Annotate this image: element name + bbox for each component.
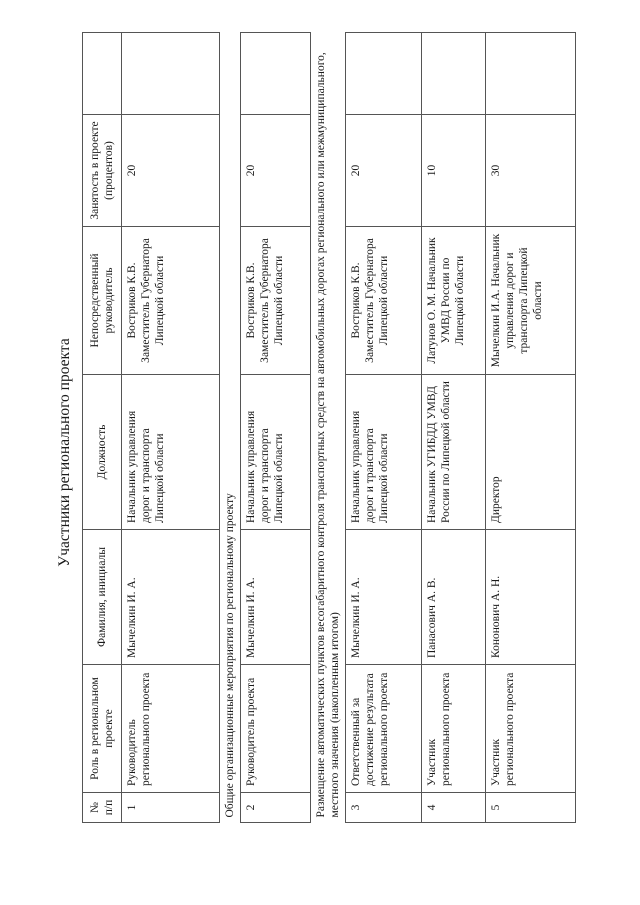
row-num: 4	[422, 793, 486, 823]
section-title: Общие организационные мероприятия по региональному проекту	[220, 33, 241, 823]
row-empty	[486, 33, 576, 115]
row-name: Мычелкин И. А.	[241, 530, 311, 665]
row-supervisor: Востриков К.В. Заместитель Губернатора Липецкой области	[122, 227, 220, 375]
row-name: Мычелкин И. А.	[346, 530, 422, 665]
row-load: 20	[241, 115, 311, 227]
header-position: Должность	[83, 375, 122, 530]
section-title: Размещение автоматических пунктов весогабаритного контроля транспортных средств на автомобильных дорогах регионального или межмуниципального, местного значения (накопленным итогом)	[311, 33, 346, 823]
table-row	[346, 33, 422, 823]
row-position: Директор	[486, 375, 576, 530]
table-row	[422, 33, 486, 823]
row-position: Начальник УГИБДД УМВД России по Липецкой области	[422, 375, 486, 530]
row-num: 1	[122, 793, 220, 823]
header-name: Фамилия, инициалы	[83, 530, 122, 665]
row-supervisor: Востриков К.В. Заместитель Губернатора Липецкой области	[346, 227, 422, 375]
row-name: Панасович А. В.	[422, 530, 486, 665]
page-title: Участники регионального проекта	[56, 338, 73, 567]
row-role: Ответственный за достижение результата регионального проекта	[346, 665, 422, 793]
row-load: 20	[122, 115, 220, 227]
row-empty	[122, 33, 220, 115]
header-supervisor: Непосредственный руководитель	[83, 227, 122, 375]
table-row	[122, 33, 220, 823]
row-role: Участник регионального проекта	[486, 665, 576, 793]
row-num: 5	[486, 793, 576, 823]
row-name: Мычелкин И. А.	[122, 530, 220, 665]
participants-table	[82, 32, 576, 823]
row-num: 3	[346, 793, 422, 823]
table-row	[241, 33, 311, 823]
row-supervisor: Мычелкин И.А. Начальник управления дорог и транспорта Липецкой области	[486, 227, 576, 375]
row-load: 20	[346, 115, 422, 227]
section-row	[311, 33, 346, 823]
row-position: Начальник управления дорог и транспорта Липецкой области	[346, 375, 422, 530]
row-empty	[422, 33, 486, 115]
row-load: 10	[422, 115, 486, 227]
row-role: Руководитель регионального проекта	[122, 665, 220, 793]
row-role: Участник регионального проекта	[422, 665, 486, 793]
header-role: Роль в региональном проекте	[83, 665, 122, 793]
row-empty	[346, 33, 422, 115]
row-load: 30	[486, 115, 576, 227]
row-role: Руководитель проекта	[241, 665, 311, 793]
header-empty	[83, 33, 122, 115]
row-position: Начальник управления дорог и транспорта Липецкой области	[122, 375, 220, 530]
row-position: Начальник управления дорог и транспорта Липецкой области	[241, 375, 311, 530]
row-supervisor: Латунов О. М. Начальник УМВД России по Липецкой области	[422, 227, 486, 375]
table-row	[486, 33, 576, 823]
header-load: Занятость в проекте (процентов)	[83, 115, 122, 227]
row-num: 2	[241, 793, 311, 823]
row-empty	[241, 33, 311, 115]
row-name: Кононович А. Н.	[486, 530, 576, 665]
row-supervisor: Востриков К.В. Заместитель Губернатора Липецкой области	[241, 227, 311, 375]
header-num: № п/п	[83, 793, 122, 823]
table-header-row	[83, 33, 122, 823]
section-row	[220, 33, 241, 823]
